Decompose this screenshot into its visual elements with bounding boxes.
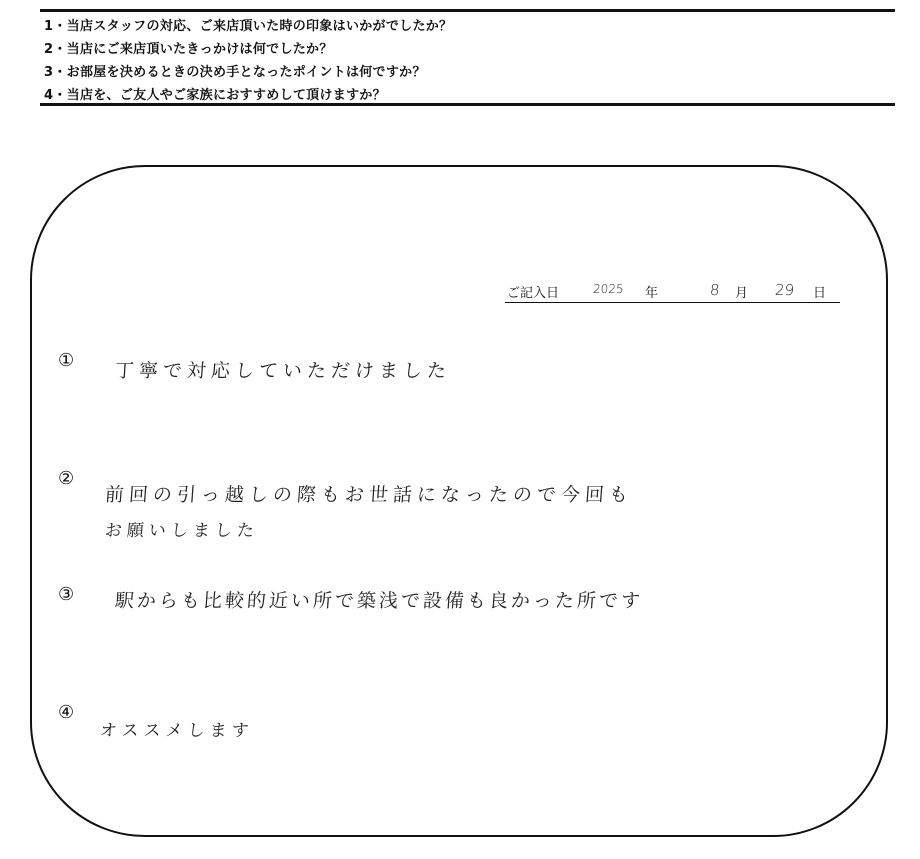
answer-1-number: ① bbox=[58, 350, 75, 371]
top-rule bbox=[40, 9, 895, 12]
question-3: 3・お部屋を決めるときの決め手となったポイントは何ですか？ bbox=[44, 65, 426, 80]
date-line bbox=[505, 282, 840, 303]
answer-4-number: ④ bbox=[58, 702, 75, 723]
date-month-unit: 月 bbox=[735, 286, 749, 301]
question-2: 2・当店にご来店頂いたきっかけは何でしたか？ bbox=[44, 42, 333, 57]
date-day: 29 bbox=[774, 281, 795, 299]
bottom-rule bbox=[40, 103, 895, 106]
date-year-unit: 年 bbox=[645, 286, 659, 301]
date-month: 8 bbox=[709, 281, 721, 299]
question-1: 1・当店スタッフの対応、ご来店頂いた時の印象はいかがでしたか？ bbox=[44, 19, 453, 34]
answer-2-text-line-2: お願いしました bbox=[104, 521, 260, 541]
answer-2-text-line-1: 前回の引っ越しの際もお世話になったので今回も bbox=[104, 484, 634, 506]
answer-4-text: オススメします bbox=[99, 721, 255, 741]
answer-3-text: 駅からも比較的近い所で築浅で設備も良かった所です bbox=[114, 590, 644, 612]
date-label: ご記入日 bbox=[507, 286, 560, 301]
answer-2-number: ② bbox=[58, 468, 75, 489]
answer-1-text: 丁寧で対応していただけました bbox=[114, 360, 452, 382]
date-day-unit: 日 bbox=[813, 286, 827, 301]
question-4: 4・当店を、ご友人やご家族におすすめして頂けますか？ bbox=[44, 88, 386, 103]
answer-3-number: ③ bbox=[58, 584, 75, 605]
date-year: 2025 bbox=[592, 282, 625, 296]
